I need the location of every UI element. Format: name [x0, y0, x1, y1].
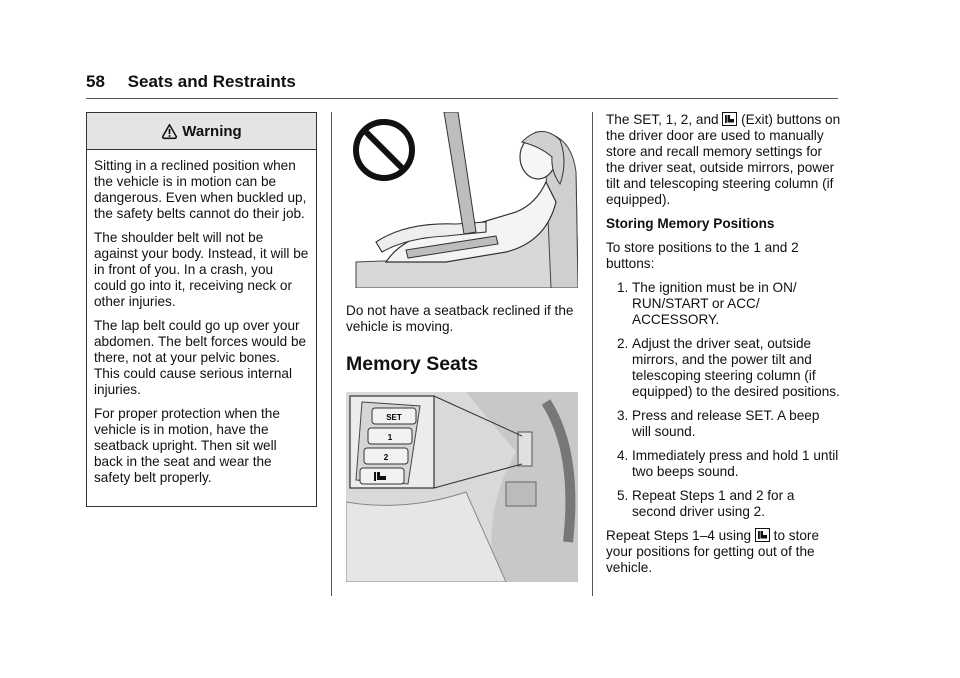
- list-item: 4. Immediately press and hold 1 until two beeps sound.: [617, 448, 839, 479]
- list-item: 2. Adjust the driver seat, outside mirrors, and the power tilt and telescoping steering column (if equipped) to the desired positions.: [617, 336, 840, 399]
- intro-text-before: The SET, 1, 2, and: [606, 112, 719, 127]
- warning-header: [87, 113, 316, 150]
- closing-text-after: to store your positions for getting out of the vehicle.: [606, 528, 820, 575]
- warning-paragraph: For proper protection when the vehicle is in motion, have the seatback upright. Then sit well back in the seat and wear the safety belt properly.: [94, 406, 280, 485]
- closing-paragraph: [606, 528, 842, 576]
- right-column: [606, 112, 842, 584]
- header-rule: [86, 98, 838, 99]
- intro-text-after: (Exit) buttons on the driver door are used to manually store and recall memory settings for the driver seat, outside mirrors, power tilt and telescoping steering column (if equipped).: [606, 112, 841, 207]
- column-divider-left: [331, 112, 332, 596]
- exit-seat-icon: [722, 112, 737, 126]
- set-button-label: SET: [386, 413, 402, 422]
- subheading: Storing Memory Positions: [606, 216, 775, 231]
- memory-1-label: 1: [387, 433, 393, 442]
- list-item: 3. Press and release SET. A beep will sound.: [617, 408, 820, 439]
- warning-paragraph: The shoulder belt will not be against your body. Instead, it will be in front of you. In a crash, you could go into it, receiving neck or other injuries.: [94, 230, 309, 309]
- memory-2-label: 2: [383, 453, 389, 462]
- warning-triangle-icon: [161, 123, 178, 140]
- page-header: [86, 72, 296, 92]
- warning-title: Warning: [182, 122, 242, 140]
- memory-buttons-illustration: [346, 392, 578, 582]
- warning-paragraph: The lap belt could go up over your abdomen. The belt forces would be there, not at your pelvic bones. This could cause serious internal injuries.: [94, 318, 307, 397]
- section-title: Memory Seats: [346, 353, 479, 375]
- page-title: Seats and Restraints: [127, 72, 296, 91]
- exit-seat-icon: [755, 528, 770, 542]
- list-item: 5. Repeat Steps 1 and 2 for a second driver using 2.: [617, 488, 795, 519]
- list-item: 1. The ignition must be in ON/ RUN/START or ACC/ ACCESSORY.: [617, 280, 797, 327]
- reclined-seat-illustration: [346, 112, 578, 288]
- intro-paragraph: [606, 112, 842, 208]
- steps-list: [606, 280, 842, 520]
- figure-caption: Do not have a seatback reclined if the vehicle is moving.: [346, 303, 574, 334]
- closing-text-before: Repeat Steps 1–4 using: [606, 528, 752, 543]
- page-number: 58: [86, 72, 105, 91]
- warning-paragraph: Sitting in a reclined position when the vehicle is in motion can be dangerous. Even when buckled up, the safety belts cannot do their job.: [94, 158, 307, 221]
- column-divider-right: [592, 112, 593, 596]
- lead-text: To store positions to the 1 and 2 buttons:: [606, 240, 799, 271]
- warning-box: [86, 112, 317, 507]
